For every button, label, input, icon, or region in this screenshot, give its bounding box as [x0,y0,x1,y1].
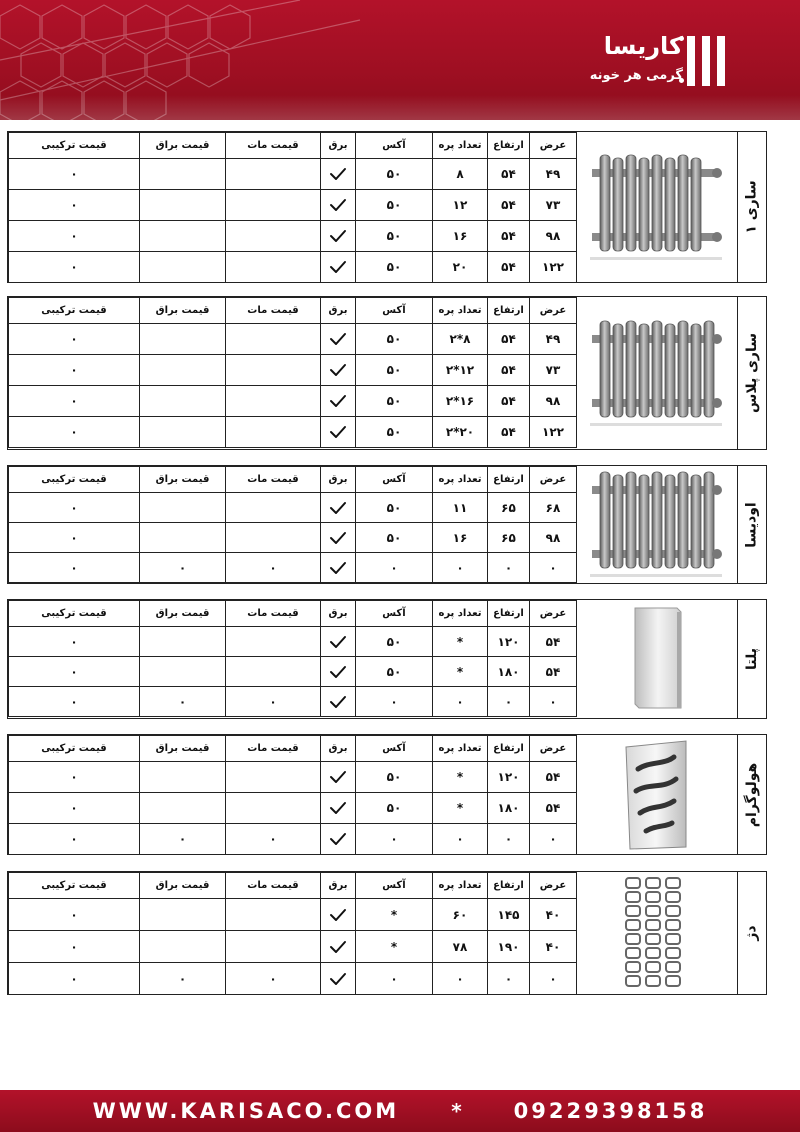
combo-price-cell: ۰ [9,221,140,252]
axis-cell: ۵۰ [356,221,433,252]
col-glossy-price-header: قیمت براق [140,873,226,899]
product-image [575,466,737,583]
axis-cell: ۵۰ [356,627,433,657]
checkmark-icon [321,501,355,515]
col-height-header: ارتفاع [488,736,530,762]
checkmark-icon [321,260,355,274]
table-row [9,963,577,995]
matte-price-cell: ۰ [226,824,321,855]
axis-cell: * [356,931,433,963]
table-row [9,417,577,448]
axis-cell: ۵۰ [356,523,433,553]
checkmark-icon [321,908,355,922]
col-fins-header: تعداد پره [433,298,488,324]
axis-cell: ۵۰ [356,324,433,355]
col-glossy-price-header: قیمت براق [140,601,226,627]
col-electric-header: برق [321,873,356,899]
col-width-header: عرض [530,467,577,493]
electric-cell [321,493,356,523]
electric-cell [321,523,356,553]
height-cell: ۱۸۰ [488,657,530,687]
col-width-header: عرض [530,133,577,159]
electric-cell [321,963,356,995]
checkmark-icon [321,363,355,377]
logo-bars-icon [687,36,727,86]
col-height-header: ارتفاع [488,601,530,627]
glossy-price-cell [140,159,226,190]
product-image [575,872,737,994]
product-section [7,131,767,283]
brand-logo [575,22,745,98]
matte-price-cell: ۰ [226,687,321,717]
axis-cell: ۰ [356,553,433,583]
col-matte-price-header: قیمت مات [226,601,321,627]
combo-price-cell: ۰ [9,190,140,221]
combo-price-cell: ۰ [9,417,140,448]
product-image [575,132,737,282]
spec-table [8,297,577,448]
axis-cell: ۵۰ [356,355,433,386]
table-row [9,899,577,931]
matte-price-cell [226,762,321,793]
axis-cell: ۵۰ [356,762,433,793]
width-cell: ۴۹ [530,324,577,355]
col-electric-header: برق [321,467,356,493]
col-height-header: ارتفاع [488,133,530,159]
fins-cell: ۱۶ [433,221,488,252]
product-name: دژ [744,925,760,941]
electric-cell [321,762,356,793]
header-fade [0,95,800,120]
combo-price-cell: ۰ [9,824,140,855]
matte-price-cell [226,793,321,824]
height-cell: ۵۴ [488,221,530,252]
combo-price-cell: ۰ [9,159,140,190]
axis-cell: ۰ [356,824,433,855]
table-row [9,931,577,963]
table-row [9,355,577,386]
combo-price-cell: ۰ [9,553,140,583]
product-name-cell [737,735,766,854]
electric-cell [321,252,356,283]
spec-table [8,735,577,855]
matte-price-cell [226,190,321,221]
col-combo-price-header: قیمت ترکیبی [9,133,140,159]
checkmark-icon [321,972,355,986]
electric-cell [321,627,356,657]
height-cell: ۱۲۰ [488,627,530,657]
table-row [9,553,577,583]
matte-price-cell [226,252,321,283]
height-cell: ۵۴ [488,159,530,190]
spec-table [8,132,577,283]
checkmark-icon [321,229,355,243]
electric-cell [321,159,356,190]
height-cell: ۶۵ [488,523,530,553]
height-cell: ۵۴ [488,252,530,283]
col-combo-price-header: قیمت ترکیبی [9,298,140,324]
col-matte-price-header: قیمت مات [226,736,321,762]
col-axis-header: آکس [356,467,433,493]
glossy-price-cell [140,523,226,553]
checkmark-icon [321,940,355,954]
table-row [9,657,577,687]
axis-cell: ۵۰ [356,417,433,448]
col-matte-price-header: قیمت مات [226,467,321,493]
electric-cell [321,190,356,221]
axis-cell: ۵۰ [356,159,433,190]
col-height-header: ارتفاع [488,873,530,899]
width-cell: ۰ [530,824,577,855]
table-header-row [9,873,577,899]
checkmark-icon [321,832,355,846]
product-image [575,297,737,449]
brand-slogan: گرمی هر خونه [589,68,683,83]
electric-cell [321,355,356,386]
col-electric-header: برق [321,601,356,627]
checkmark-icon [321,770,355,784]
height-cell: ۰ [488,963,530,995]
width-cell: ۱۲۲ [530,252,577,283]
col-width-header: عرض [530,873,577,899]
electric-cell [321,553,356,583]
col-matte-price-header: قیمت مات [226,873,321,899]
fins-cell: * [433,657,488,687]
col-axis-header: آکس [356,736,433,762]
col-glossy-price-header: قیمت براق [140,736,226,762]
fins-cell: ۱۶*۲ [433,386,488,417]
height-cell: ۵۴ [488,190,530,221]
width-cell: ۰ [530,963,577,995]
col-glossy-price-header: قیمت براق [140,133,226,159]
combo-price-cell: ۰ [9,657,140,687]
col-axis-header: آکس [356,133,433,159]
matte-price-cell [226,159,321,190]
checkmark-icon [321,332,355,346]
glossy-price-cell [140,899,226,931]
col-height-header: ارتفاع [488,298,530,324]
fins-cell: ۷۸ [433,931,488,963]
fins-cell: ۸ [433,159,488,190]
glossy-price-cell [140,386,226,417]
glossy-price-cell: ۰ [140,687,226,717]
electric-cell [321,221,356,252]
table-header-row [9,467,577,493]
glossy-price-cell [140,931,226,963]
axis-cell: ۵۰ [356,252,433,283]
product-section [7,296,767,450]
col-matte-price-header: قیمت مات [226,298,321,324]
matte-price-cell [226,657,321,687]
col-electric-header: برق [321,736,356,762]
electric-cell [321,793,356,824]
electric-cell [321,824,356,855]
col-axis-header: آکس [356,873,433,899]
col-width-header: عرض [530,601,577,627]
electric-cell [321,931,356,963]
width-cell: ۹۸ [530,386,577,417]
product-image [575,600,737,718]
electric-cell [321,657,356,687]
product-name-cell [737,600,766,718]
spec-table [8,872,577,995]
axis-cell: * [356,899,433,931]
width-cell: ۹۸ [530,523,577,553]
product-section [7,465,767,584]
width-cell: ۷۳ [530,190,577,221]
glossy-price-cell [140,417,226,448]
glossy-price-cell: ۰ [140,553,226,583]
height-cell: ۰ [488,553,530,583]
product-image [575,735,737,854]
product-name-cell [737,132,766,282]
matte-price-cell [226,386,321,417]
height-cell: ۵۴ [488,355,530,386]
height-cell: ۵۴ [488,417,530,448]
height-cell: ۵۴ [488,386,530,417]
col-electric-header: برق [321,133,356,159]
table-header-row [9,601,577,627]
glossy-price-cell: ۰ [140,963,226,995]
width-cell: ۷۳ [530,355,577,386]
width-cell: ۰ [530,553,577,583]
axis-cell: ۰ [356,963,433,995]
fins-cell: ۶۰ [433,899,488,931]
height-cell: ۰ [488,824,530,855]
electric-cell [321,417,356,448]
axis-cell: ۵۰ [356,793,433,824]
axis-cell: ۵۰ [356,386,433,417]
col-height-header: ارتفاع [488,467,530,493]
product-section [7,871,767,995]
table-row [9,252,577,283]
col-glossy-price-header: قیمت براق [140,298,226,324]
combo-price-cell: ۰ [9,252,140,283]
table-row [9,386,577,417]
fins-cell: ۰ [433,963,488,995]
col-combo-price-header: قیمت ترکیبی [9,873,140,899]
table-header-row [9,298,577,324]
glossy-price-cell [140,324,226,355]
combo-price-cell: ۰ [9,899,140,931]
glossy-price-cell [140,190,226,221]
col-matte-price-header: قیمت مات [226,133,321,159]
table-row [9,627,577,657]
width-cell: ۵۴ [530,762,577,793]
checkmark-icon [321,695,355,709]
col-electric-header: برق [321,298,356,324]
col-axis-header: آکس [356,298,433,324]
axis-cell: ۰ [356,687,433,717]
spec-table [8,466,577,583]
glossy-price-cell [140,793,226,824]
fins-cell: ۱۱ [433,493,488,523]
matte-price-cell [226,324,321,355]
footer-separator: * [451,1099,462,1123]
height-cell: ۰ [488,687,530,717]
height-cell: ۱۸۰ [488,793,530,824]
width-cell: ۶۸ [530,493,577,523]
product-name: هولوگرام [744,762,760,827]
fins-cell: ۰ [433,687,488,717]
glossy-price-cell [140,221,226,252]
checkmark-icon [321,635,355,649]
spec-table [8,600,577,717]
footer-bar [0,1090,800,1132]
matte-price-cell [226,523,321,553]
table-row [9,159,577,190]
height-cell: ۶۵ [488,493,530,523]
checkmark-icon [321,167,355,181]
width-cell: ۵۴ [530,657,577,687]
glossy-price-cell [140,762,226,793]
electric-cell [321,324,356,355]
table-row [9,221,577,252]
col-combo-price-header: قیمت ترکیبی [9,467,140,493]
glossy-price-cell [140,355,226,386]
combo-price-cell: ۰ [9,793,140,824]
col-glossy-price-header: قیمت براق [140,467,226,493]
fins-cell: * [433,627,488,657]
width-cell: ۱۲۲ [530,417,577,448]
fins-cell: * [433,793,488,824]
col-combo-price-header: قیمت ترکیبی [9,601,140,627]
width-cell: ۴۰ [530,899,577,931]
table-row [9,762,577,793]
glossy-price-cell: ۰ [140,824,226,855]
electric-cell [321,386,356,417]
matte-price-cell [226,493,321,523]
col-fins-header: تعداد پره [433,873,488,899]
col-fins-header: تعداد پره [433,133,488,159]
combo-price-cell: ۰ [9,386,140,417]
col-width-header: عرض [530,298,577,324]
matte-price-cell [226,627,321,657]
website-link[interactable]: WWW.KARISACO.COM [92,1099,400,1123]
glossy-price-cell [140,252,226,283]
table-row [9,687,577,717]
checkmark-icon [321,394,355,408]
checkmark-icon [321,561,355,575]
product-name-cell [737,466,766,583]
product-name-cell [737,872,766,994]
electric-cell [321,899,356,931]
combo-price-cell: ۰ [9,687,140,717]
axis-cell: ۵۰ [356,657,433,687]
matte-price-cell [226,417,321,448]
width-cell: ۵۴ [530,793,577,824]
fins-cell: ۸*۲ [433,324,488,355]
matte-price-cell [226,931,321,963]
checkmark-icon [321,531,355,545]
glossy-price-cell [140,627,226,657]
width-cell: ۵۴ [530,627,577,657]
col-combo-price-header: قیمت ترکیبی [9,736,140,762]
matte-price-cell: ۰ [226,553,321,583]
col-fins-header: تعداد پره [433,601,488,627]
combo-price-cell: ۰ [9,523,140,553]
axis-cell: ۵۰ [356,493,433,523]
electric-cell [321,687,356,717]
product-name: ساری پلاس [744,333,760,413]
height-cell: ۱۹۰ [488,931,530,963]
combo-price-cell: ۰ [9,324,140,355]
fins-cell: ۱۶ [433,523,488,553]
combo-price-cell: ۰ [9,355,140,386]
table-row [9,324,577,355]
brand-name: کاریسا [603,32,683,60]
header-banner [0,0,800,120]
table-row [9,493,577,523]
height-cell: ۵۴ [488,324,530,355]
width-cell: ۴۰ [530,931,577,963]
fins-cell: ۲۰ [433,252,488,283]
phone-number[interactable]: 09229398158 [513,1099,708,1123]
table-row [9,190,577,221]
fins-cell: ۱۲*۲ [433,355,488,386]
combo-price-cell: ۰ [9,963,140,995]
product-name: پلتا [743,648,760,670]
table-row [9,793,577,824]
matte-price-cell [226,355,321,386]
col-axis-header: آکس [356,601,433,627]
matte-price-cell: ۰ [226,963,321,995]
fins-cell: * [433,762,488,793]
combo-price-cell: ۰ [9,931,140,963]
product-section [7,734,767,855]
combo-price-cell: ۰ [9,627,140,657]
col-width-header: عرض [530,736,577,762]
combo-price-cell: ۰ [9,493,140,523]
col-fins-header: تعداد پره [433,736,488,762]
checkmark-icon [321,425,355,439]
product-name: ساری ۱ [744,180,760,234]
width-cell: ۹۸ [530,221,577,252]
glossy-price-cell [140,493,226,523]
checkmark-icon [321,801,355,815]
fins-cell: ۰ [433,553,488,583]
width-cell: ۴۹ [530,159,577,190]
col-fins-header: تعداد پره [433,467,488,493]
width-cell: ۰ [530,687,577,717]
table-header-row [9,133,577,159]
table-header-row [9,736,577,762]
fins-cell: ۰ [433,824,488,855]
height-cell: ۱۴۵ [488,899,530,931]
product-name: اودیسا [744,501,761,548]
product-section [7,599,767,719]
fins-cell: ۱۲ [433,190,488,221]
table-row [9,523,577,553]
checkmark-icon [321,198,355,212]
product-name-cell [737,297,766,449]
matte-price-cell [226,899,321,931]
height-cell: ۱۲۰ [488,762,530,793]
glossy-price-cell [140,657,226,687]
combo-price-cell: ۰ [9,762,140,793]
fins-cell: ۲۰*۲ [433,417,488,448]
checkmark-icon [321,665,355,679]
table-row [9,824,577,855]
axis-cell: ۵۰ [356,190,433,221]
matte-price-cell [226,221,321,252]
